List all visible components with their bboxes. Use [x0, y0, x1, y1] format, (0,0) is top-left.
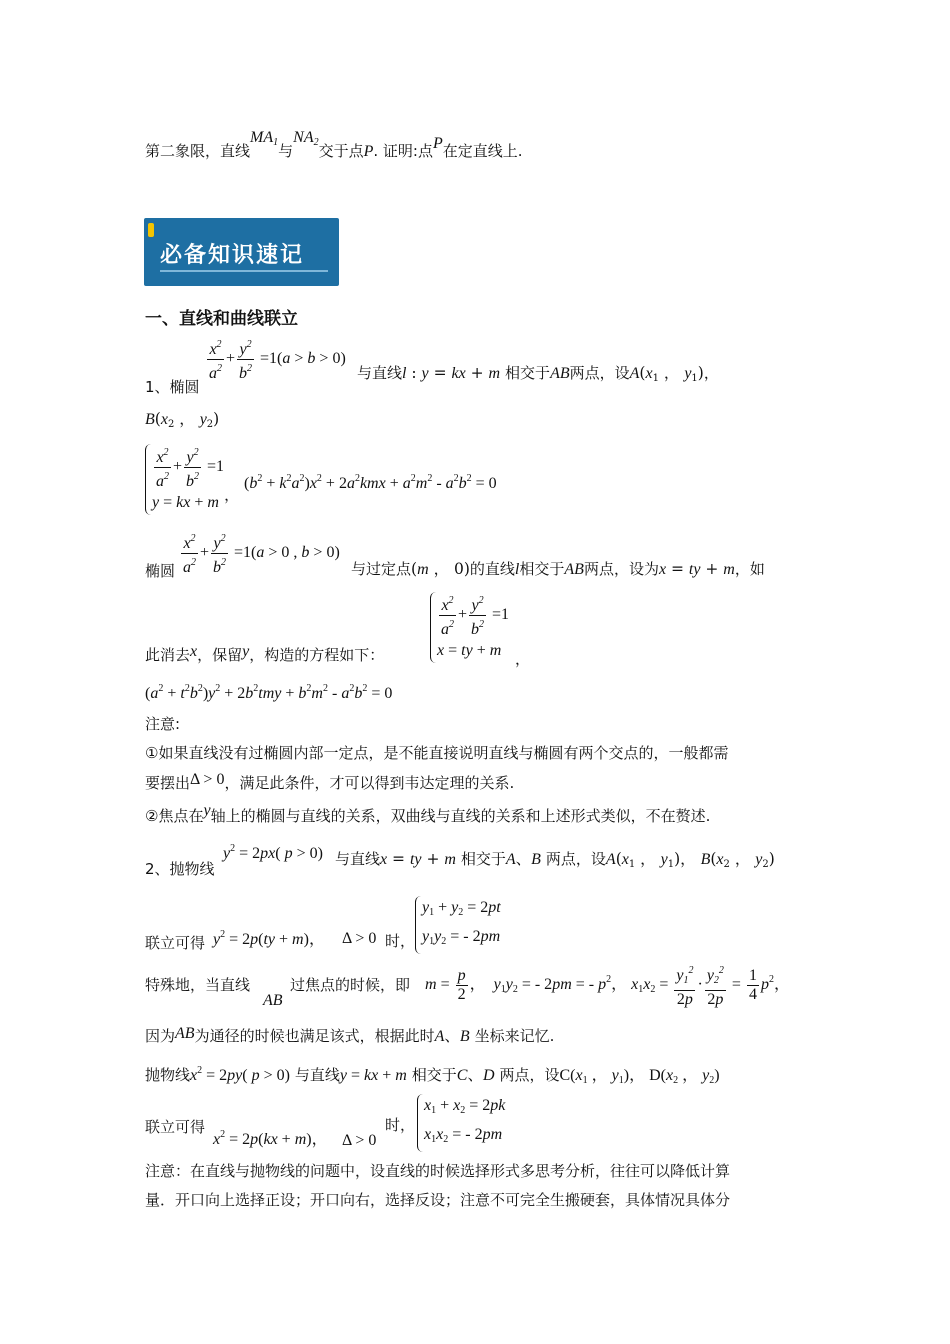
parabola-system-1: 联立可得 $y^2 = 2p(ty + m)$， Δ > 0 时， $y_1 + y_2 = 2pt$ $y_1y_2$ = - 2pm [145, 896, 205, 918]
banner-underline [160, 270, 328, 272]
system-1: $\frac{x^2}{a^2}$ + $\frac{y^2}{b^2}$ =1 y = kx + m ， $(b^2 + k^2a^2)x^2 + 2a^2kmx + a^2m^2 - a^2b^2 = 0$ [145, 444, 497, 515]
intro-line: 第二象限，直线$MA_1$与$NA_2$交于点P. 证明:点P在定直线上. [145, 129, 523, 160]
note-1b: 要摆出Δ > 0，满足此条件，才可以得到韦达定理的关系. [145, 771, 515, 792]
point-b: $B(x_2$ ， $y_2$) [145, 410, 220, 430]
banner-accent-mark [148, 223, 154, 237]
equation-ty: $(a^2 + t^2b^2)y^2 + 2b^2tmy + b^2m^2 - a^2b^2 = 0$ [145, 683, 393, 702]
note-1a: ①如果直线没有过椭圆内部一定点，是不能直接说明直线与椭圆有两个交点的，一般都需 [145, 744, 729, 762]
ellipse-line-1: 1、椭圆 $\frac{x^2}{a^2}$ + $\frac{y^2}{b^2}$ =1(a > b > 0) 与直线l : y = kx + m 相交于AB两点，设$A(x_1$ ， $y_1$)， [145, 336, 200, 358]
parabola-line-2: 抛物线$x^2 = 2py$( p > 0) 与直线y = kx + m 相交于C、D 两点，设$C(x_1$ ， $y_1$)， $D(x_2$ ， $y_2$) [145, 1065, 720, 1086]
note-label: 注意: [145, 715, 181, 733]
parabola-line-1: 2、抛物线 $y^2 = 2px$( p > 0) 与直线x = ty + m 相交于A、B 两点，设$A(x_1$ ， $y_1$)， $B(x_2$ ， $y_2$) [145, 843, 775, 878]
banner-title: 必备知识速记 [160, 243, 305, 268]
final-note-1: 注意：在直线与抛物线的问题中，设直线的时候选择形式多思考分析，往往可以降低计算 [145, 1162, 731, 1180]
final-note-2: 量．开口向上选择正设；开口向右，选择反设；注意不可完全生搬硬套，具体情况具体分 [145, 1191, 731, 1209]
note-2: ②焦点在y轴上的椭圆与直线的关系，双曲线与直线的关系和上述形式类似，不在赘述. [145, 802, 711, 825]
parabola-system-2: 联立可得 $x^2 = 2p(kx + m)$， Δ > 0 时， $x_1 + x_2 = 2pk$ $x_1x_2$ = - 2pm [145, 1094, 205, 1116]
elimination-line: 此消去x，保留y，构造的方程如下： $\frac{x^2}{a^2}$ + $\frac{y^2}{b^2}$ =1 x = ty + m ， [145, 592, 384, 615]
special-case-line: 特殊地，当直线 AB 过焦点的时候，即 m = $\frac{p}{2}$ ， $y_1y_2$ = - 2pm = - $p^2$， $x_1x_2$ = $\frac{y_1^2}{2p}$ · $\frac{y_2^2}{2p}$ = $\frac{1}{4}$ $p^2$， [145, 962, 250, 984]
section-banner [144, 218, 339, 286]
section-heading: 一、直线和曲线联立 [145, 309, 298, 329]
because-line: 因为AB为通径的时候也满足该式，根据此时A、B 坐标来记忆. [145, 1025, 555, 1045]
ellipse-line-2: 椭圆 $\frac{x^2}{a^2}$ + $\frac{y^2}{b^2}$ =1(a > 0 , b > 0) 与过定点(m ， 0)的直线l相交于AB两点，设为x = ty + m，如 [145, 530, 175, 552]
